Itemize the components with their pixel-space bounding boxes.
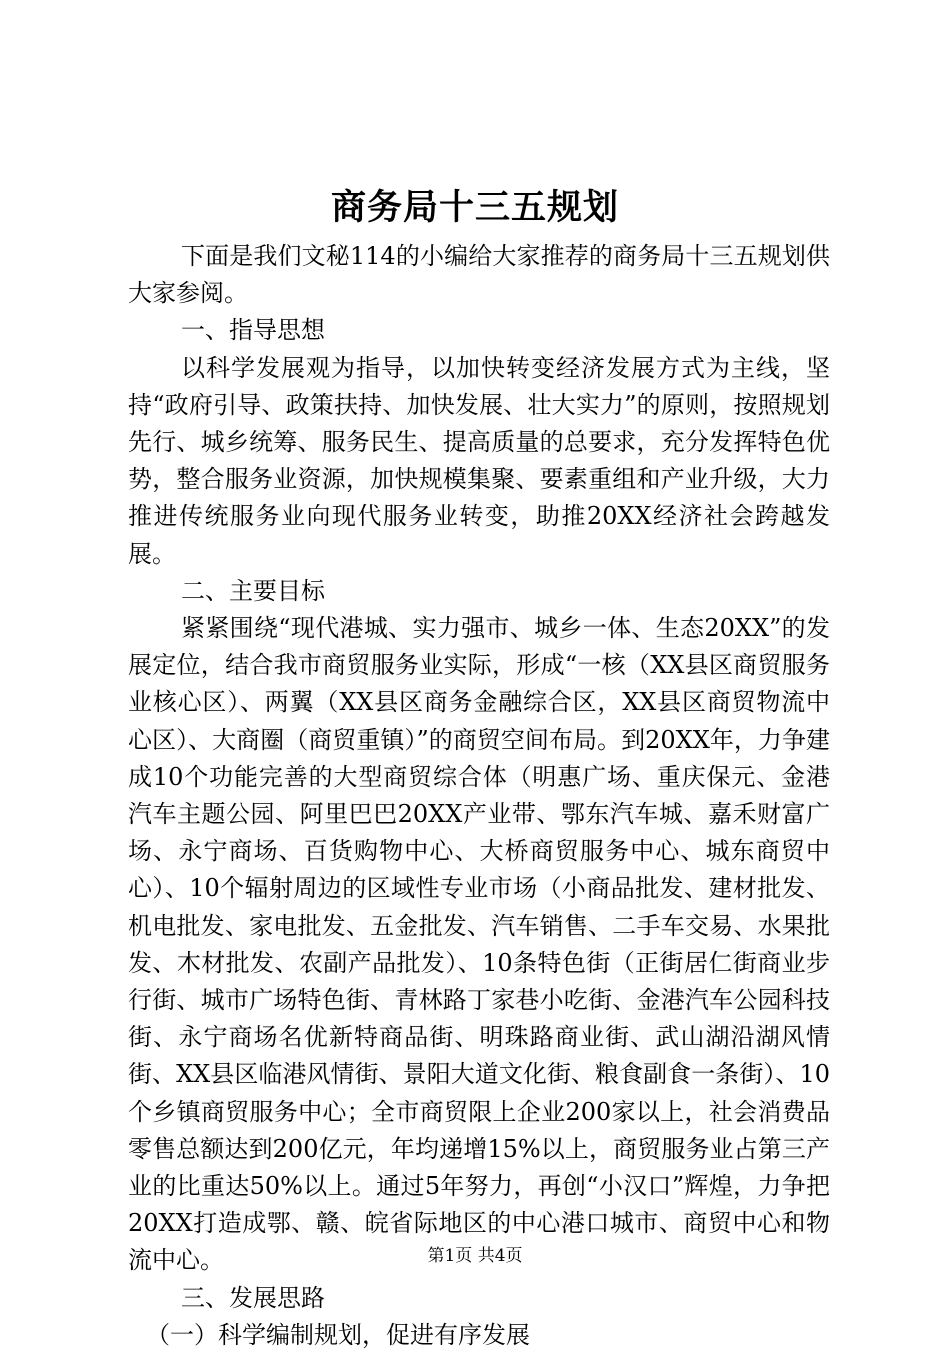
- intro-paragraph: 下面是我们文秘114的小编给大家推荐的商务局十三五规划供大家参阅。: [128, 242, 830, 308]
- page-title: 商务局十三五规划: [330, 187, 619, 228]
- section-heading-development-ideas: 三、发展思路: [181, 1283, 325, 1312]
- subsection-heading-planning: （一）科学编制规划，促进有序发展: [146, 1320, 530, 1349]
- page-footer: 第1页 共4页: [427, 1246, 523, 1266]
- section-heading-main-goals: 二、主要目标: [181, 576, 325, 605]
- section-heading-guiding-thought: 一、指导思想: [181, 316, 325, 345]
- guiding-thought-paragraph: 以科学发展观为指导，以加快转变经济发展方式为主线，坚持“政府引导、政策扶持、加快发展、壮大实力”的原则，按照规划先行、城乡统筹、服务民生、提高质量的总要求，充分发挥特色优势，整合服务业资源，加快规模集聚、要素重组和产业升级，大力推进传统服务业向现代服务业转变，助推20XX经济社会跨越发展。: [128, 353, 830, 568]
- document-body: [128, 238, 830, 1354]
- main-goals-paragraph: 紧紧围绕“现代港城、实力强市、城乡一体、生态20XX”的发展定位，结合我市商贸服务业实际，形成“一核（XX县区商贸服务业核心区）、两翼（XX县区商务金融综合区，XX县区商贸物流中心区）、大商圈（商贸重镇）”的商贸空间布局。到20XX年，力争建成10个功能完善的大型商贸综合体（明惠广场、重庆保元、金港汽车主题公园、阿里巴巴20XX产业带、鄂东汽车城、嘉禾财富广场、永宁商场、百货购物中心、大桥商贸服务中心、城东商贸中心）、10个辐射周边的区域性专业市场（小商品批发、建材批发、机电批发、家电批发、五金批发、汽车销售、二手车交易、水果批发、木材批发、农副产品批发）、10条特色街（正街居仁街商业步行街、城市广场特色街、青林路丁家巷小吃街、金港汽车公园科技街、永宁商场名优新特商品街、明珠路商业街、武山湖沿湖风情街、XX县区临港风情街、景阳大道文化街、粮食副食一条街）、10个乡镇商贸服务中心；全市商贸限上企业200家以上，社会消费品零售总额达到200亿元，年均递增15%以上，商贸服务业占第三产业的比重达50%以上。通过5年努力，再创“小汉口”辉煌，力争把20XX打造成鄂、赣、皖省际地区的中心港口城市、商贸中心和物流中心。: [128, 614, 830, 1275]
